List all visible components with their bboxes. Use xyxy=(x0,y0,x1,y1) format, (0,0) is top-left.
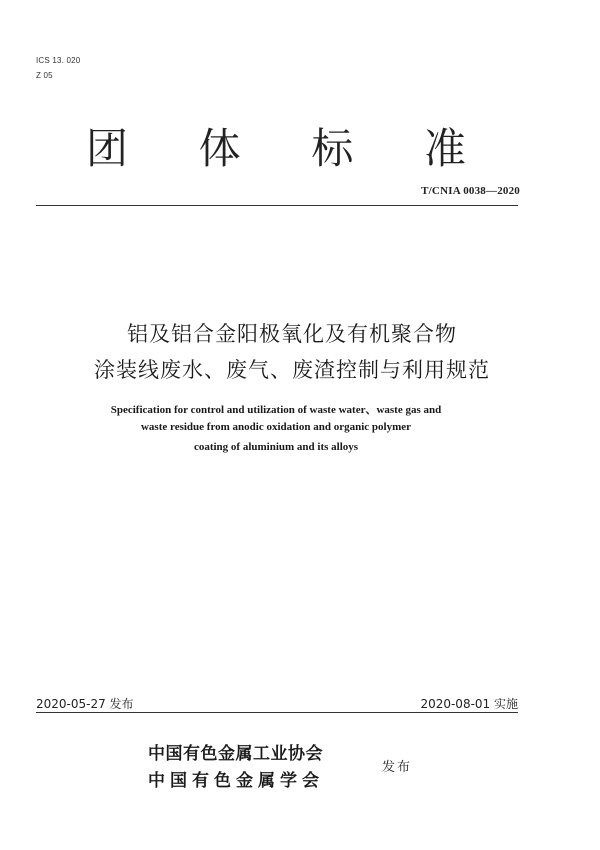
chinese-title-line-2: 涂装线废水、废气、废渣控制与利用规范 xyxy=(94,358,490,382)
issuer-association: 中国有色金属工业协会 xyxy=(148,744,323,764)
doc-type-char: 体 xyxy=(198,124,241,173)
implementation-date: 2020-08-01 实施 xyxy=(420,697,518,711)
english-title-line-1: Specification for control and utilization of waste water、waste gas and xyxy=(110,404,442,416)
doc-type-char: 准 xyxy=(423,124,466,173)
top-divider xyxy=(36,205,518,206)
bottom-divider xyxy=(36,712,518,713)
english-title-line-3: coating of aluminium and its alloys xyxy=(193,441,359,453)
doc-type-char: 标 xyxy=(311,124,354,173)
standard-number: T/CNIA 0038—2020 xyxy=(421,185,520,197)
document-type-heading xyxy=(86,116,466,176)
english-title-line-2: waste residue from anodic oxidation and organic polymer xyxy=(140,421,411,433)
issue-date: 2020-05-27 发布 xyxy=(36,697,134,711)
ccs-code: Z 05 xyxy=(36,71,53,80)
chinese-title-line-1: 铝及铝合金阳极氧化及有机聚合物 xyxy=(127,322,457,346)
issue-label: 发布 xyxy=(382,760,413,775)
doc-type-char: 团 xyxy=(86,124,129,173)
issuer-society: 中国有色金属学会 xyxy=(148,771,324,791)
ics-code: ICS 13. 020 xyxy=(36,56,81,65)
